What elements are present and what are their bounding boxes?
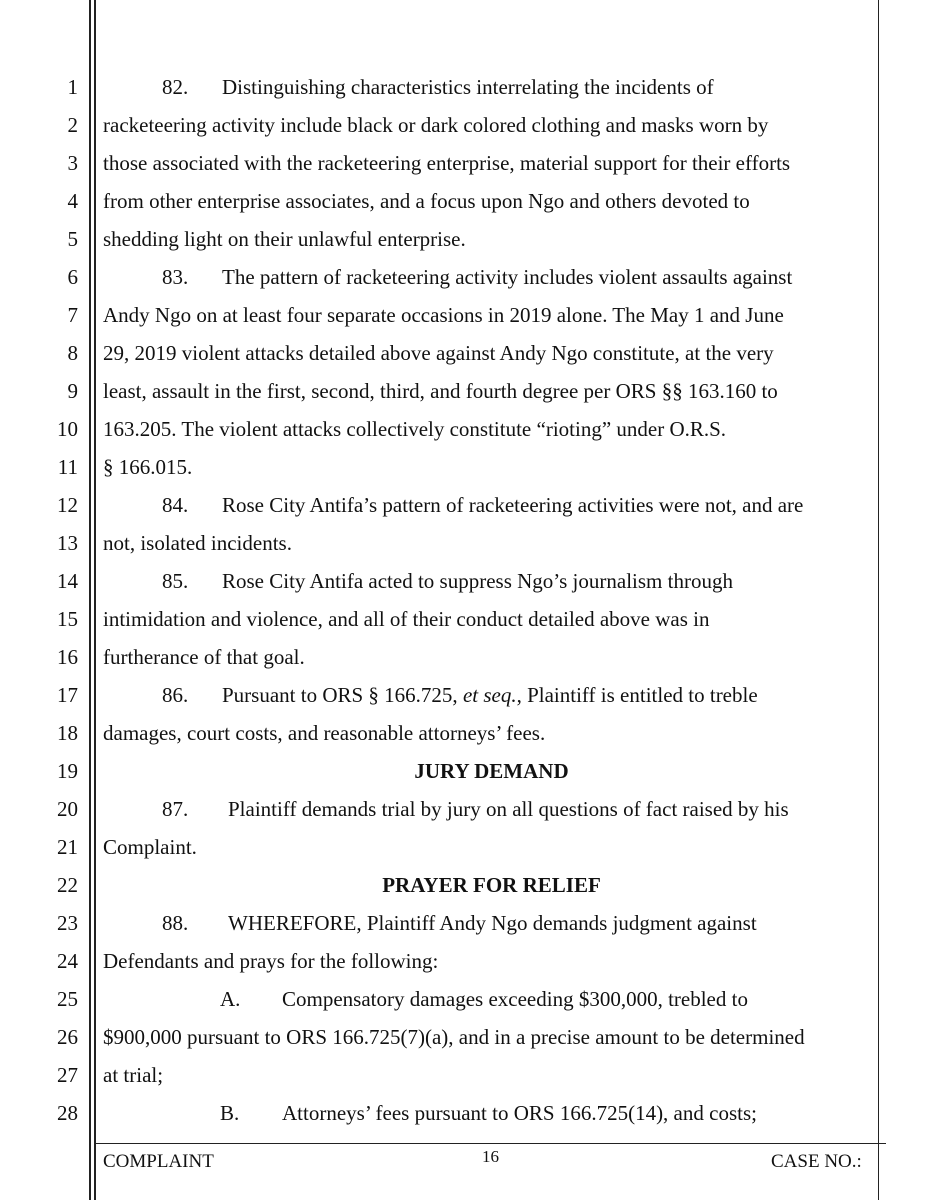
p83-line-3: 29, 2019 violent attacks detailed above against Andy Ngo constitute, at the very — [103, 341, 774, 365]
line-number: 3 — [67, 151, 78, 175]
p88-line-2: Defendants and prays for the following: — [103, 949, 439, 973]
line-number: 20 — [57, 797, 78, 821]
line-number: 16 — [57, 645, 78, 669]
line-number: 6 — [67, 265, 78, 289]
line-number: 8 — [67, 341, 78, 365]
item-b-letter: B. — [220, 1101, 240, 1125]
p83-line-6: § 166.015. — [103, 455, 193, 479]
line-number: 21 — [57, 835, 78, 859]
item-a-line-3: at trial; — [103, 1063, 164, 1087]
p83-line-5: 163.205. The violent attacks collectively constitute “rioting” under O.R.S. — [103, 417, 727, 441]
p84-line-2: not, isolated incidents. — [103, 531, 292, 555]
line-number: 1 — [67, 75, 78, 99]
line-number: 24 — [57, 949, 78, 973]
right-margin-rule — [878, 0, 879, 1200]
jury-demand-heading: JURY DEMAND — [414, 759, 569, 783]
p88-number: 88. — [162, 911, 189, 935]
line-number: 23 — [57, 911, 78, 935]
line-number: 27 — [57, 1063, 78, 1087]
line-number: 25 — [57, 987, 78, 1011]
p83-number: 83. — [162, 265, 189, 289]
et-seq-italic: et seq. — [462, 683, 517, 707]
line-number: 14 — [57, 569, 78, 593]
line-number: 9 — [67, 379, 78, 403]
line-number: 10 — [57, 417, 78, 441]
p85-line-1: 85. Rose City Antifa acted to suppress Ngo’s journalism through — [162, 562, 733, 600]
p82-line-1: 82. Distinguishing characteristics interrelating the incidents of — [162, 68, 714, 106]
footer-case-number-label: CASE NO.: — [771, 1151, 862, 1172]
p86-line-2: damages, court costs, and reasonable attorneys’ fees. — [103, 721, 546, 745]
line-number: 12 — [57, 493, 78, 517]
p88-line-1: 88. WHEREFORE, Plaintiff Andy Ngo demands judgment against — [162, 904, 757, 942]
footer-rule — [96, 1143, 886, 1144]
line-number: 15 — [57, 607, 78, 631]
footer-complaint-label: COMPLAINT — [103, 1151, 214, 1172]
line-number: 13 — [57, 531, 78, 555]
footer-page-number: 16 — [482, 1147, 499, 1166]
p87-line-1: 87. Plaintiff demands trial by jury on all questions of fact raised by his — [162, 790, 789, 828]
line-number: 17 — [57, 683, 78, 707]
prayer-for-relief-heading: PRAYER FOR RELIEF — [382, 873, 601, 897]
p85-line-3: furtherance of that goal. — [103, 645, 305, 669]
p85-number: 85. — [162, 569, 189, 593]
p84-line-1: 84. Rose City Antifa’s pattern of racketeering activities were not, and are — [162, 486, 803, 524]
p82-line-4: from other enterprise associates, and a focus upon Ngo and others devoted to — [103, 189, 750, 213]
line-number: 7 — [67, 303, 78, 327]
line-number: 22 — [57, 873, 78, 897]
line-number: 11 — [57, 455, 78, 479]
p82-line-5: shedding light on their unlawful enterprise. — [103, 227, 466, 251]
p87-line-2: Complaint. — [103, 835, 197, 859]
line-number: 26 — [57, 1025, 78, 1049]
p83-line-1: 83. The pattern of racketeering activity includes violent assaults against — [162, 258, 792, 296]
p85-line-2: intimidation and violence, and all of their conduct detailed above was in — [103, 607, 710, 631]
p82-line-3: those associated with the racketeering enterprise, material support for their efforts — [103, 151, 791, 175]
left-margin-rule-inner — [94, 0, 96, 1200]
p87-number: 87. — [162, 797, 189, 821]
line-number: 19 — [57, 759, 78, 783]
p83-line-4: least, assault in the first, second, third, and fourth degree per ORS §§ 163.160 to — [103, 379, 778, 403]
p82-line-2: racketeering activity include black or dark colored clothing and masks worn by — [103, 113, 769, 137]
p83-line-2: Andy Ngo on at least four separate occasions in 2019 alone. The May 1 and June — [103, 303, 784, 327]
item-a-line-2: $900,000 pursuant to ORS 166.725(7)(a), and in a precise amount to be determined — [103, 1025, 805, 1049]
p84-number: 84. — [162, 493, 189, 517]
line-number: 2 — [67, 113, 78, 137]
left-margin-rule-outer — [89, 0, 91, 1200]
line-number: 28 — [57, 1101, 78, 1125]
item-b-line-1: B. Attorneys’ fees pursuant to ORS 166.725(14), and costs; — [220, 1094, 757, 1132]
p86-number: 86. — [162, 683, 189, 707]
p82-number: 82. — [162, 75, 189, 99]
item-a-letter: A. — [220, 987, 241, 1011]
item-a-line-1: A. Compensatory damages exceeding $300,000, trebled to — [220, 980, 748, 1018]
line-number: 18 — [57, 721, 78, 745]
line-number: 5 — [67, 227, 78, 251]
line-number: 4 — [67, 189, 78, 213]
p86-line-1: 86. Pursuant to ORS § 166.725, et seq., Plaintiff is entitled to treble — [162, 676, 758, 714]
